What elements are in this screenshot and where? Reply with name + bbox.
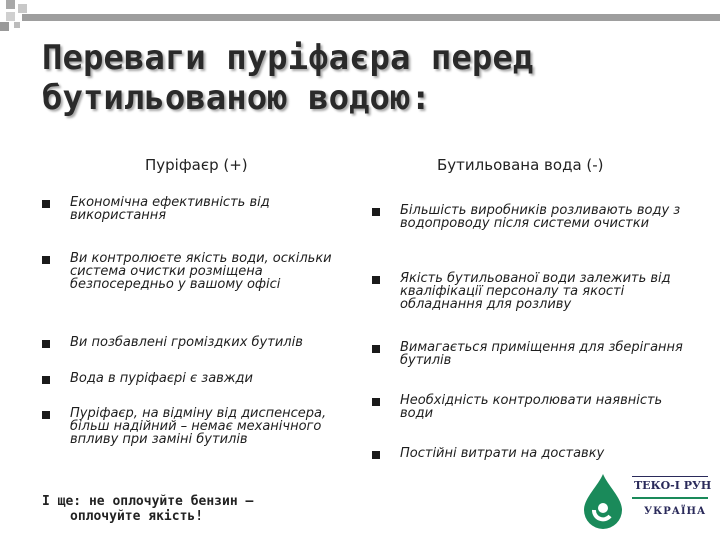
- top-rule-decoration: [22, 14, 720, 21]
- bullet-square-icon: [372, 208, 380, 216]
- list-item: Якість бутильованої води залежить від кваліфікації персоналу та якості обладнання для розливу: [400, 271, 671, 312]
- list-item: Ви позбавлені громіздких бутилів: [70, 335, 303, 350]
- left-column-heading: Пуріфаєр (+): [145, 156, 248, 174]
- logo-rule-middle: [632, 497, 708, 499]
- bullet-square-icon: [42, 256, 50, 264]
- logo-name-top: ТЕКО-І РУН: [634, 479, 712, 492]
- footer-note: [42, 494, 302, 524]
- company-logo: [580, 470, 712, 532]
- bullet-square-icon: [372, 451, 380, 459]
- bullet-square-icon: [42, 200, 50, 208]
- bullet-square-icon: [372, 345, 380, 353]
- water-drop-logo-icon: [580, 472, 626, 530]
- slide-title: Переваги пуріфаєра перед бутильованою водою:: [42, 38, 534, 118]
- bullet-square-icon: [42, 411, 50, 419]
- bullet-square-icon: [42, 376, 50, 384]
- logo-name-bottom: УКРАЇНА: [644, 506, 707, 517]
- logo-rule-top: [632, 476, 708, 477]
- list-item: Пуріфаєр, на відміну від диспенсера, більш надійний – немає механічного впливу при заміні бутилів: [70, 406, 327, 447]
- list-item: Вода в пуріфаєрі є завжди: [70, 371, 253, 386]
- footer-line-2: оплочуйте якість!: [70, 509, 204, 524]
- list-item: Необхідність контролювати наявність води: [400, 393, 663, 421]
- bullet-square-icon: [42, 340, 50, 348]
- bullet-square-icon: [372, 276, 380, 284]
- list-item: Ви контролюєте якість води, оскільки система очистки розміщена безпосередньо у вашому офісі: [70, 251, 332, 292]
- list-item: Вимагається приміщення для зберігання бутилів: [400, 340, 683, 368]
- list-item: Постійні витрати на доставку: [400, 446, 605, 461]
- list-item: Більшість виробників розливають воду з водопроводу після системи очистки: [400, 203, 681, 231]
- bullet-square-icon: [372, 398, 380, 406]
- footer-line-1: І ще: не оплочуйте бензин –: [42, 494, 254, 509]
- right-column-heading: Бутильована вода (-): [437, 156, 604, 174]
- list-item: Економічна ефективність від використання: [70, 195, 270, 223]
